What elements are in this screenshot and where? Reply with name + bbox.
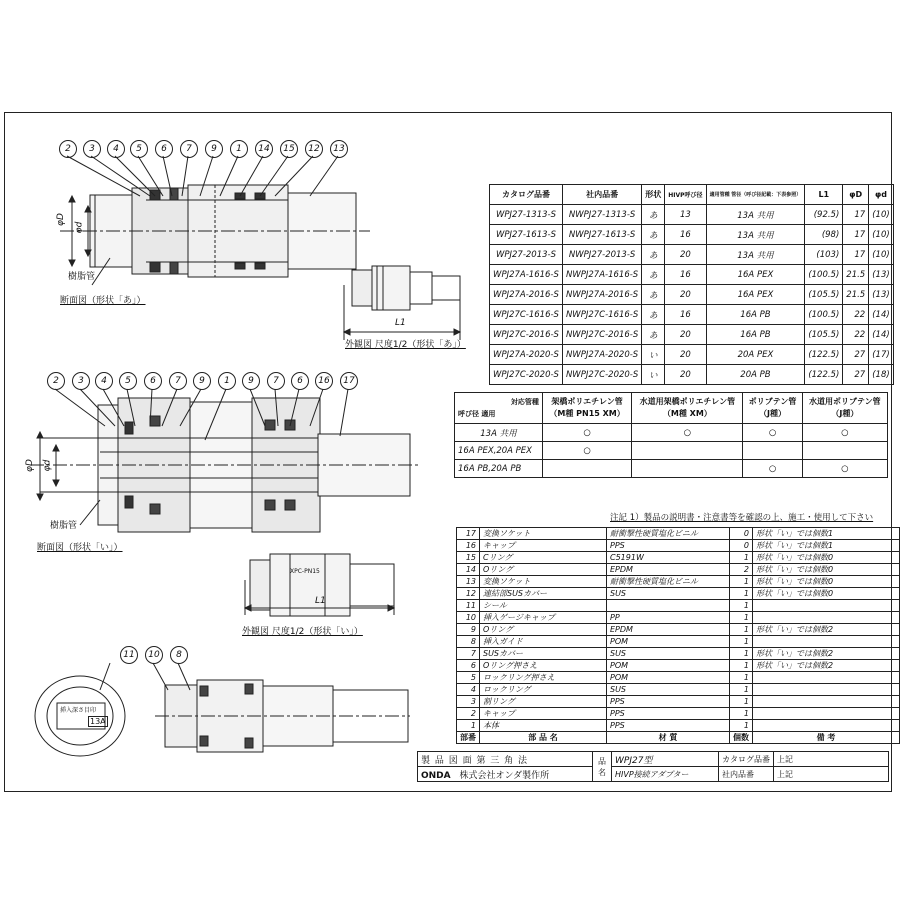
cell: (122.5): [805, 345, 843, 365]
cell: (122.5): [805, 365, 843, 385]
title-block: [417, 751, 889, 782]
cell: あ: [642, 225, 665, 245]
parts-cell-no: 16: [457, 540, 480, 552]
compat-row-label: 16A PEX,20A PEX: [455, 442, 543, 460]
cell: あ: [642, 265, 665, 285]
parts-row: [457, 552, 900, 564]
balloon: 1: [230, 140, 248, 158]
spec-table: [489, 184, 894, 385]
cell: い: [642, 345, 665, 365]
parts-cell-name: 変換ソケット: [480, 576, 607, 588]
parts-cell-name: ロックリング: [480, 684, 607, 696]
parts-row: [457, 648, 900, 660]
cell: 20: [665, 345, 706, 365]
parts-cell-name: 挿入ゲージキャップ: [480, 612, 607, 624]
balloon: 8: [170, 646, 188, 664]
cell: (10): [869, 245, 893, 265]
cell: 16A PB: [706, 325, 805, 345]
section-view-a: [60, 185, 370, 285]
parts-cell-qty: 1: [730, 684, 753, 696]
parts-body: [457, 528, 900, 732]
cell: NWPJ27-1313-S: [562, 205, 641, 225]
parts-cell-name: シール: [480, 600, 607, 612]
parts-cell-remark: [753, 636, 900, 648]
cell: 16A PEX: [706, 285, 805, 305]
cell: (10): [869, 225, 893, 245]
cell: NWPJ27A-2020-S: [562, 345, 641, 365]
section-view-i: [30, 398, 420, 532]
cell: 17: [843, 245, 869, 265]
parts-cell-no: 11: [457, 600, 480, 612]
ext-mark-mid: XPC-PN15: [290, 568, 320, 575]
balloon: 3: [83, 140, 101, 158]
parts-cell-qty: 1: [730, 696, 753, 708]
parts-row: [457, 576, 900, 588]
compat-row: [455, 442, 888, 460]
parts-cell-name: キャップ: [480, 708, 607, 720]
parts-cell-name: SUSカバー: [480, 648, 607, 660]
parts-cell-material: PPS: [607, 708, 730, 720]
cell: あ: [642, 305, 665, 325]
parts-cell-qty: 1: [730, 672, 753, 684]
parts-cell-qty: 1: [730, 636, 753, 648]
corner-top: 対応管種: [510, 398, 539, 406]
cell: 13: [665, 205, 706, 225]
onda-logo: ONDA: [421, 770, 451, 781]
parts-cell-qty: 1: [730, 648, 753, 660]
cell: 20: [665, 325, 706, 345]
balloon: 4: [107, 140, 125, 158]
cell: NWPJ27A-2016-S: [562, 285, 641, 305]
cell: 22: [843, 305, 869, 325]
internal-value: 上記: [774, 767, 889, 782]
parts-cell-no: 5: [457, 672, 480, 684]
col-sub: （J種）: [831, 409, 859, 418]
cell: 16A PB: [706, 305, 805, 325]
parts-cell-name: Oリング: [480, 624, 607, 636]
parts-cell-no: 1: [457, 720, 480, 732]
balloon: 3: [72, 372, 90, 390]
parts-cell-no: 15: [457, 552, 480, 564]
parts-cell-qty: 0: [730, 540, 753, 552]
L1-label-mid: L1: [315, 596, 326, 606]
col-sub: （J種）: [759, 409, 787, 418]
gauge-text-1: 挿入深さ目印: [60, 707, 97, 714]
dim-outer-label-mid: φD: [24, 459, 35, 472]
col-name: 水道用架橋ポリエチレン管: [639, 397, 736, 406]
section-label-top: 断面図（形状「あ」）: [60, 296, 146, 306]
parts-cell-no: 6: [457, 660, 480, 672]
parts-table: [456, 527, 900, 744]
parts-cell-no: 17: [457, 528, 480, 540]
parts-row: [457, 684, 900, 696]
parts-cell-material: 耐衝撃性硬質塩化ビニル: [607, 576, 730, 588]
cell: (13): [869, 265, 893, 285]
cell: 20A PB: [706, 365, 805, 385]
cell: 16A PEX: [706, 265, 805, 285]
model-value: WPJ27型: [612, 752, 719, 767]
parts-cell-qty: 1: [730, 612, 753, 624]
parts-cell-no: 14: [457, 564, 480, 576]
compat-mark: [542, 460, 631, 478]
spec-header: HIVP呼び径: [665, 185, 706, 205]
dim-inner-label-mid: φd: [42, 459, 53, 472]
parts-cell-name: キャップ: [480, 540, 607, 552]
cell: 20: [665, 245, 706, 265]
catalog-value: 上記: [774, 752, 889, 767]
parts-cell-no: 9: [457, 624, 480, 636]
spec-header: φd: [869, 185, 893, 205]
spec-row: [490, 325, 894, 345]
parts-row: [457, 636, 900, 648]
col-name: 架橋ポリエチレン管: [551, 397, 623, 406]
parts-cell-remark: 形状「い」では個数0: [753, 588, 900, 600]
parts-cell-remark: 形状「い」では個数0: [753, 564, 900, 576]
cell: WPJ27C-2020-S: [490, 365, 563, 385]
compat-mark: ○: [542, 424, 631, 442]
parts-cell-no: 3: [457, 696, 480, 708]
section-label-mid: 断面図（形状「い」）: [37, 543, 123, 553]
parts-cell-no: 12: [457, 588, 480, 600]
cell: 21.5: [843, 285, 869, 305]
cell: 22: [843, 325, 869, 345]
cell: (14): [869, 325, 893, 345]
parts-cell-name: 割リング: [480, 696, 607, 708]
parts-cell-name: 変換ソケット: [480, 528, 607, 540]
balloon: 10: [145, 646, 163, 664]
cell: あ: [642, 245, 665, 265]
compat-row-label: 13A 共用: [455, 424, 543, 442]
col-sub: （M種 PN15 XM）: [549, 409, 625, 418]
exterior-label-top: 外観図 尺度1/2（形状「あ」）: [345, 340, 466, 350]
parts-cell-qty: 1: [730, 708, 753, 720]
cell: 27: [843, 365, 869, 385]
spec-header: 社内品番: [562, 185, 641, 205]
cell: 21.5: [843, 265, 869, 285]
cell: (98): [805, 225, 843, 245]
parts-cell-remark: [753, 696, 900, 708]
cell: 27: [843, 345, 869, 365]
parts-header: 材 質: [607, 732, 730, 744]
parts-row: [457, 672, 900, 684]
parts-row: [457, 720, 900, 732]
compat-mark: [632, 460, 743, 478]
parts-cell-qty: 1: [730, 720, 753, 732]
compat-row: [455, 460, 888, 478]
compat-row-label: 16A PB,20A PB: [455, 460, 543, 478]
parts-cell-material: POM: [607, 636, 730, 648]
spec-row: [490, 205, 894, 225]
cell: い: [642, 365, 665, 385]
compat-row: [455, 424, 888, 442]
cell: WPJ27C-1616-S: [490, 305, 563, 325]
gauge-text-2: 13A: [90, 717, 106, 726]
product-name-label: 品名: [593, 752, 612, 782]
company-name: 株式会社オンダ製作所: [459, 770, 550, 781]
parts-cell-material: [607, 600, 730, 612]
cell: あ: [642, 285, 665, 305]
balloon: 5: [119, 372, 137, 390]
cell: 16: [665, 305, 706, 325]
parts-cell-no: 8: [457, 636, 480, 648]
parts-cell-qty: 2: [730, 564, 753, 576]
cell: 16: [665, 265, 706, 285]
compat-mark: [632, 442, 743, 460]
parts-cell-remark: [753, 684, 900, 696]
compat-mark: ○: [632, 424, 743, 442]
cell: NWPJ27-1613-S: [562, 225, 641, 245]
compat-col: [632, 393, 743, 424]
parts-cell-no: 10: [457, 612, 480, 624]
parts-cell-material: 耐衝撃性硬質塩化ビニル: [607, 528, 730, 540]
col-name: 水道用ポリブテン管: [809, 397, 881, 406]
balloon: 6: [144, 372, 162, 390]
parts-row: [457, 564, 900, 576]
cell: (17): [869, 345, 893, 365]
parts-cell-name: 連結部SUSカバー: [480, 588, 607, 600]
cell: WPJ27A-1616-S: [490, 265, 563, 285]
partial-section-view: [153, 663, 410, 752]
col-name: ポリブテン管: [748, 397, 797, 406]
cell: あ: [642, 205, 665, 225]
balloon: 11: [120, 646, 138, 664]
compat-col: [743, 393, 802, 424]
parts-cell-remark: 形状「い」では個数0: [753, 552, 900, 564]
spec-row: [490, 225, 894, 245]
parts-header-row: [457, 732, 900, 744]
parts-cell-material: PPS: [607, 720, 730, 732]
parts-cell-no: 13: [457, 576, 480, 588]
balloon: 17: [340, 372, 358, 390]
spec-row: [490, 305, 894, 325]
spec-header-row: [490, 185, 894, 205]
cell: WPJ27C-2016-S: [490, 325, 563, 345]
compat-col: [802, 393, 887, 424]
cell: NWPJ27-2013-S: [562, 245, 641, 265]
cell: WPJ27-2013-S: [490, 245, 563, 265]
spec-row: [490, 345, 894, 365]
parts-cell-remark: 形状「い」では個数1: [753, 540, 900, 552]
note-text: 注記 1）製品の説明書・注意書等を確認の上、施工・使用して下さい: [610, 513, 874, 523]
compat-mark: [802, 442, 887, 460]
balloon: 7: [180, 140, 198, 158]
cell: NWPJ27C-1616-S: [562, 305, 641, 325]
parts-cell-remark: 形状「い」では個数0: [753, 576, 900, 588]
cell: (100.5): [805, 305, 843, 325]
parts-cell-qty: 1: [730, 588, 753, 600]
parts-cell-qty: 0: [730, 528, 753, 540]
cell: 20: [665, 365, 706, 385]
drawing-type-label: 製 品 図 面 第 三 角 法: [418, 752, 593, 767]
parts-cell-material: POM: [607, 660, 730, 672]
parts-cell-remark: 形状「い」では個数1: [753, 528, 900, 540]
parts-cell-no: 7: [457, 648, 480, 660]
balloon: 2: [59, 140, 77, 158]
parts-cell-remark: [753, 672, 900, 684]
parts-row: [457, 600, 900, 612]
parts-cell-qty: 1: [730, 660, 753, 672]
parts-cell-remark: [753, 708, 900, 720]
cell: WPJ27A-2020-S: [490, 345, 563, 365]
corner-bottom: 呼び径 適用: [458, 410, 496, 418]
compat-corner: [455, 393, 543, 424]
cell: (103): [805, 245, 843, 265]
parts-cell-qty: 1: [730, 552, 753, 564]
cell: あ: [642, 325, 665, 345]
resin-pipe-label-mid: 樹脂管: [50, 521, 78, 531]
cell: 17: [843, 205, 869, 225]
parts-cell-name: ロックリング押さえ: [480, 672, 607, 684]
cell: (18): [869, 365, 893, 385]
dim-outer-label: φD: [55, 213, 66, 226]
balloon: 9: [193, 372, 211, 390]
balloon: 16: [315, 372, 333, 390]
parts-row: [457, 612, 900, 624]
parts-cell-remark: [753, 600, 900, 612]
parts-cell-material: C5191W: [607, 552, 730, 564]
cell: 16: [665, 225, 706, 245]
cell: (105.5): [805, 285, 843, 305]
parts-cell-material: POM: [607, 672, 730, 684]
parts-cell-material: SUS: [607, 684, 730, 696]
balloon: 4: [95, 372, 113, 390]
catalog-label: カタログ品番: [719, 752, 774, 767]
parts-cell-qty: 1: [730, 600, 753, 612]
cell: WPJ27-1313-S: [490, 205, 563, 225]
balloon: 12: [305, 140, 323, 158]
spec-row: [490, 285, 894, 305]
parts-row: [457, 660, 900, 672]
cell: (14): [869, 305, 893, 325]
compat-col: [542, 393, 631, 424]
compat-mark: [743, 442, 802, 460]
compat-header-row: [455, 393, 888, 424]
cell: (100.5): [805, 265, 843, 285]
compat-mark: ○: [743, 460, 802, 478]
parts-row: [457, 708, 900, 720]
parts-header: 部番: [457, 732, 480, 744]
compat-mark: ○: [743, 424, 802, 442]
resin-pipe-label-top: 樹脂管: [68, 272, 96, 282]
spec-header: カタログ品番: [490, 185, 563, 205]
balloon: 2: [47, 372, 65, 390]
cell: 20A PEX: [706, 345, 805, 365]
parts-cell-no: 2: [457, 708, 480, 720]
spec-header: L1: [805, 185, 843, 205]
cell: 13A 共用: [706, 205, 805, 225]
L1-label-top: L1: [395, 318, 406, 328]
compat-table: [454, 392, 888, 478]
cell: NWPJ27A-1616-S: [562, 265, 641, 285]
balloon: 7: [267, 372, 285, 390]
spec-row: [490, 365, 894, 385]
parts-cell-no: 4: [457, 684, 480, 696]
parts-cell-material: EPDM: [607, 624, 730, 636]
parts-cell-remark: [753, 612, 900, 624]
parts-cell-name: Oリング押さえ: [480, 660, 607, 672]
parts-cell-name: 本体: [480, 720, 607, 732]
balloon: 9: [205, 140, 223, 158]
parts-cell-material: PP: [607, 612, 730, 624]
cell: (10): [869, 205, 893, 225]
parts-cell-name: Oリング: [480, 564, 607, 576]
parts-cell-material: PPS: [607, 696, 730, 708]
parts-cell-remark: 形状「い」では個数2: [753, 660, 900, 672]
company-cell: [418, 767, 593, 782]
balloon: 14: [255, 140, 273, 158]
parts-cell-material: PPS: [607, 540, 730, 552]
cell: NWPJ27C-2016-S: [562, 325, 641, 345]
balloon: 7: [169, 372, 187, 390]
balloon: 15: [280, 140, 298, 158]
compat-mark: ○: [802, 460, 887, 478]
balloon: 6: [155, 140, 173, 158]
exterior-label-mid: 外観図 尺度1/2（形状「い」）: [242, 627, 363, 637]
parts-cell-remark: 形状「い」では個数2: [753, 624, 900, 636]
spec-row: [490, 265, 894, 285]
parts-cell-material: SUS: [607, 648, 730, 660]
compat-mark: ○: [802, 424, 887, 442]
spec-header: 適用管種 管径（呼び径記載：下表参照）: [706, 185, 805, 205]
parts-row: [457, 540, 900, 552]
dim-inner-label: φd: [74, 221, 85, 234]
parts-cell-remark: [753, 720, 900, 732]
product-name-value: HIVP接続アダプター: [612, 767, 719, 782]
parts-cell-name: 挿入ガイド: [480, 636, 607, 648]
parts-cell-name: Cリング: [480, 552, 607, 564]
parts-header: 備 考: [753, 732, 900, 744]
cell: NWPJ27C-2020-S: [562, 365, 641, 385]
balloon: 13: [330, 140, 348, 158]
balloon: 6: [291, 372, 309, 390]
cell: (105.5): [805, 325, 843, 345]
parts-row: [457, 588, 900, 600]
cell: WPJ27-1613-S: [490, 225, 563, 245]
parts-cell-qty: 1: [730, 576, 753, 588]
spec-row: [490, 245, 894, 265]
parts-header: 部 品 名: [480, 732, 607, 744]
parts-cell-material: SUS: [607, 588, 730, 600]
parts-cell-qty: 1: [730, 624, 753, 636]
cell: WPJ27A-2016-S: [490, 285, 563, 305]
spec-header: φD: [843, 185, 869, 205]
cell: 13A 共用: [706, 225, 805, 245]
parts-cell-remark: 形状「い」では個数2: [753, 648, 900, 660]
cell: (13): [869, 285, 893, 305]
balloon: 1: [218, 372, 236, 390]
internal-label: 社内品番: [719, 767, 774, 782]
cell: 13A 共用: [706, 245, 805, 265]
cell: 20: [665, 285, 706, 305]
parts-row: [457, 624, 900, 636]
spec-header: 形状: [642, 185, 665, 205]
balloon: 9: [242, 372, 260, 390]
cell: 17: [843, 225, 869, 245]
parts-header: 個数: [730, 732, 753, 744]
cell: (92.5): [805, 205, 843, 225]
parts-row: [457, 528, 900, 540]
balloon: 5: [130, 140, 148, 158]
parts-cell-material: EPDM: [607, 564, 730, 576]
compat-mark: ○: [542, 442, 631, 460]
parts-row: [457, 696, 900, 708]
col-sub: （M種 XM）: [662, 409, 712, 418]
